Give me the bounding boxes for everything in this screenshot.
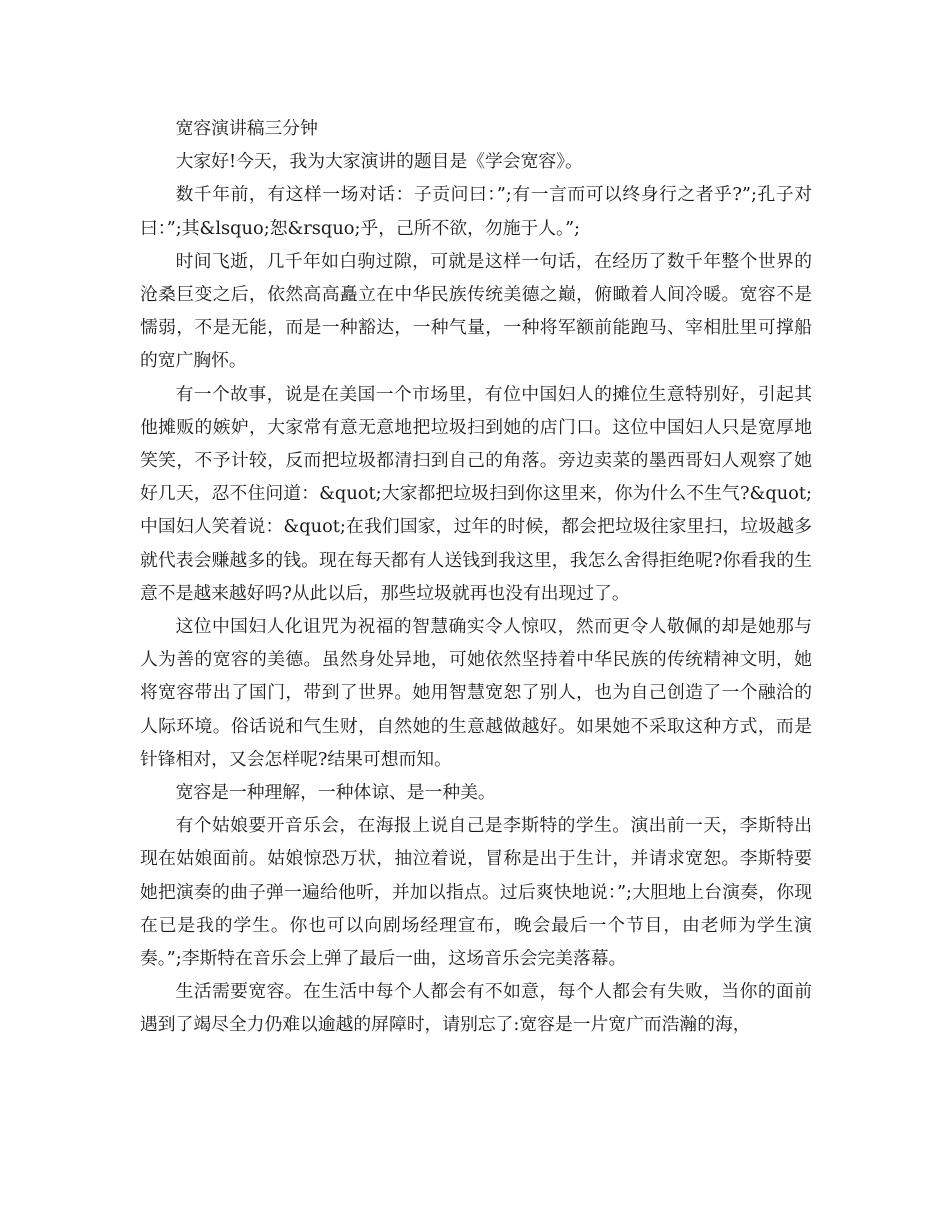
paragraph-definition: 宽容是一种理解，一种体谅、是一种美。 (175, 782, 496, 804)
document-body (140, 112, 812, 1042)
paragraph-story-liszt: 有个姑娘要开音乐会，在海报上说自己是李斯特的学生。演出前一天，李斯特出现在姑娘面前。姑娘惊恐万状，抽泣着说，冒称是出于生计，并请求宽恕。李斯特要她把演奏的曲子弹一遍给他听，并加以指点。过后爽快地说：”;大胆地上台演奏，你现在已是我的学生。你也可以向剧场经理宣布，晚会最后一个节目，由老师为学生演奏。”;李斯特在音乐会上弹了最后一曲，这场音乐会完美落幕。 (140, 815, 812, 970)
paragraph-story-market: 有一个故事，说是在美国一个市场里，有位中国妇人的摊位生意特别好，引起其他摊贩的嫉妒，大家常有意无意地把垃圾扫到她的店门口。这位中国妇人只是宽厚地笑笑，不予计较，反而把垃圾都清扫到自己的角落。旁边卖菜的墨西哥妇人观察了她好几天，忍不住问道：&quot;大家都把垃圾扫到你这里来，你为什么不生气?&quot;中国妇人笑着说：&quot;在我们国家，过年的时候，都会把垃圾往家里扫，垃圾越多就代表会赚越多的钱。现在每天都有人送钱到我这里，我怎么舍得拒绝呢?你看我的生意不是越来越好吗?从此以后，那些垃圾就再也没有出现过了。 (140, 383, 812, 604)
paragraph-greeting: 大家好!今天，我为大家演讲的题目是《学会宽容》。 (175, 151, 583, 173)
paragraph-dialogue: 数千年前，有这样一场对话：子贡问曰：”;有一言而可以终身行之者乎?”;孔子对曰：”;其&lsquo;恕&rsquo;乎，己所不欲，勿施于人。”; (140, 184, 812, 239)
paragraph-life: 生活需要宽容。在生活中每个人都会有不如意，每个人都会有失败，当你的面前遇到了竭尽全力仍难以逾越的屏障时，请别忘了:宽容是一片宽广而浩瀚的海， (140, 981, 812, 1036)
document-title: 宽容演讲稿三分钟 (175, 118, 318, 139)
paragraph-time: 时间飞逝，几千年如白驹过隙，可就是这样一句话，在经历了数千年整个世界的沧桑巨变之后，依然高高矗立在中华民族传统美德之巅，俯瞰着人间冷暖。宽容不是懦弱，不是无能，而是一种豁达，一种气量，一种将军额前能跑马、宰相肚里可撑船的宽广胸怀。 (140, 250, 812, 372)
paragraph-reflection: 这位中国妇人化诅咒为祝福的智慧确实令人惊叹，然而更令人敬佩的却是她那与人为善的宽容的美德。虽然身处异地，可她依然坚持着中华民族的传统精神文明，她将宽容带出了国门，带到了世界。她用智慧宽恕了别人，也为自己创造了一个融洽的人际环境。俗话说和气生财，自然她的生意越做越好。如果她不采取这种方式，而是针锋相对，又会怎样呢?结果可想而知。 (140, 616, 812, 770)
